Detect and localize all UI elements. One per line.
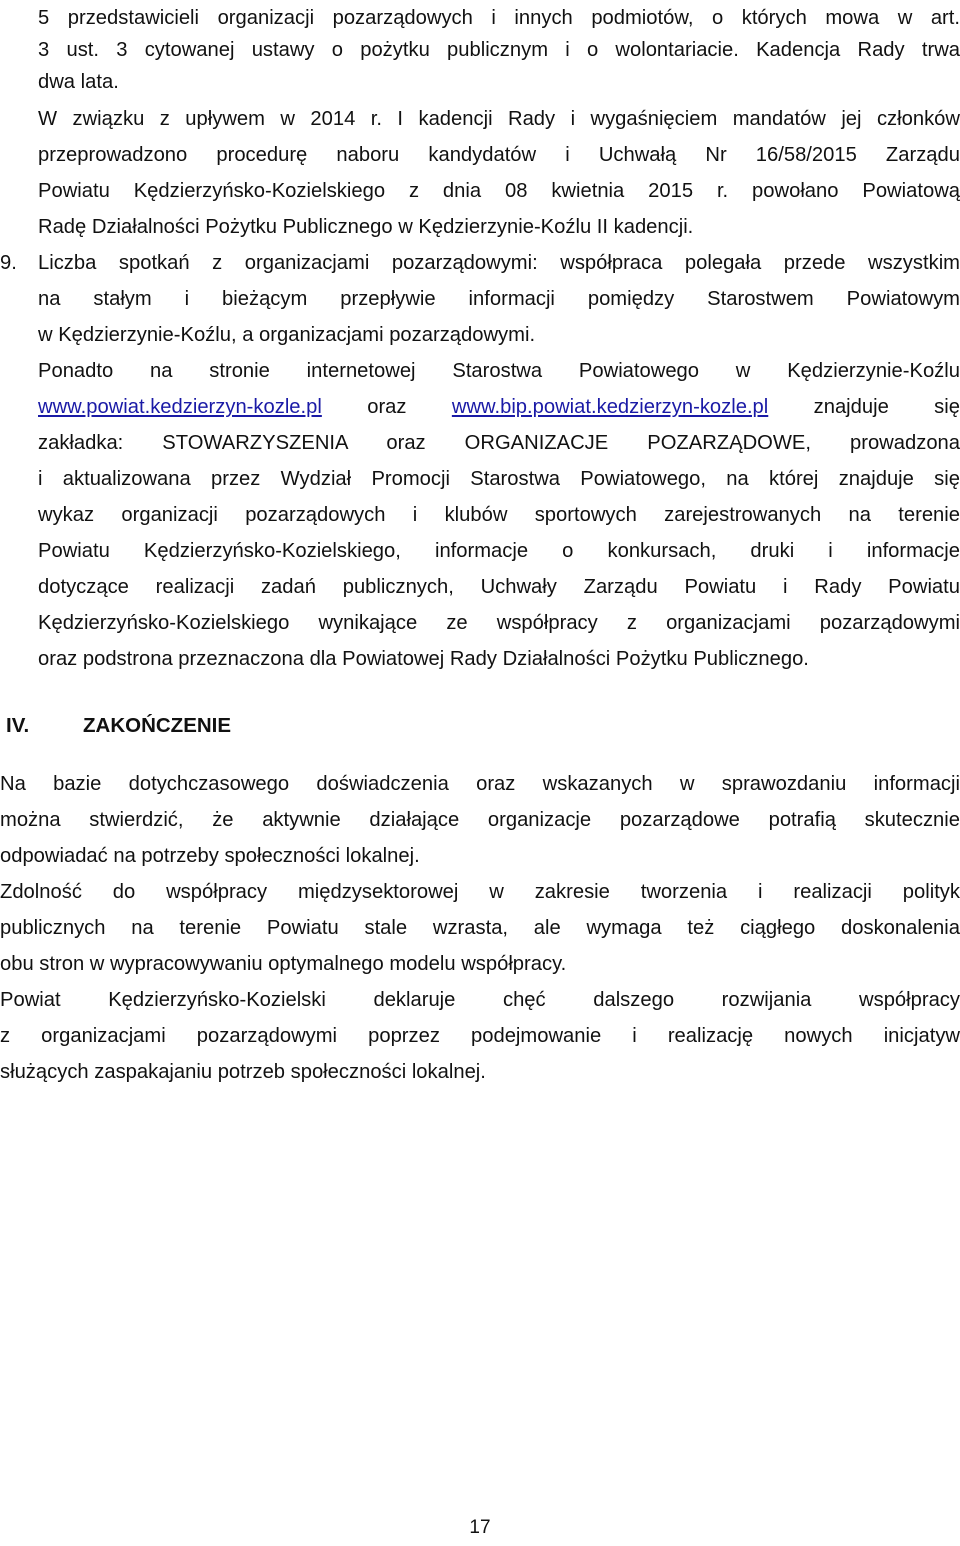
section-numeral: IV. [6, 714, 30, 737]
text-line: Radę Działalności Pożytku Publicznego w Kędzierzynie-Koźlu II kadencji. [38, 216, 694, 238]
text-line: 3 ust. 3 cytowanej ustawy o pożytku publicznym i o wolontariacie. Kadencja Rady trwa [38, 39, 960, 61]
text-line: i aktualizowana przez Wydział Promocji Starostwa Powiatowego, na której znajduje się [38, 468, 960, 490]
text-line: odpowiadać na potrzeby społeczności lokalnej. [0, 845, 420, 867]
page-number: 17 [469, 1517, 491, 1538]
section-title: ZAKOŃCZENIE [83, 714, 232, 737]
text-line: służących zaspakajaniu potrzeb społeczności lokalnej. [0, 1061, 486, 1083]
item-number: 9. [0, 252, 17, 274]
text-line: przeprowadzono procedurę naboru kandydatów i Uchwałą Nr 16/58/2015 Zarządu [38, 144, 960, 166]
links-trailing-text: znajduje się [813, 396, 960, 418]
links-line [38, 389, 960, 425]
text-line: wykaz organizacji pozarządowych i klubów sportowych zarejestrowanych na terenie [38, 504, 960, 526]
text-line: Ponadto na stronie internetowej Starostwa Powiatowego w Kędzierzynie-Koźlu [38, 360, 960, 382]
text-line: Powiat Kędzierzyńsko-Kozielski deklaruje chęć dalszego rozwijania współpracy [0, 989, 960, 1011]
text-line: z organizacjami pozarządowymi poprzez podejmowanie i realizację nowych inicjatyw [0, 1025, 960, 1047]
text-line: Powiatu Kędzierzyńsko-Kozielskiego, informacje o konkursach, druki i informacje [38, 540, 960, 562]
text-line: można stwierdzić, że aktywnie działające organizacje pozarządowe potrafią skutecznie [0, 809, 960, 831]
text-line: 5 przedstawicieli organizacji pozarządowych i innych podmiotów, o których mowa w art. [38, 7, 960, 29]
text-line: Kędzierzyńsko-Kozielskiego wynikające ze współpracy z organizacjami pozarządowymi [38, 612, 960, 634]
text-line: W związku z upływem w 2014 r. I kadencji Rady i wygaśnięciem mandatów jej członków [38, 108, 960, 130]
text-line: Liczba spotkań z organizacjami pozarządowymi: współpraca polegała przede wszystkim [38, 252, 960, 274]
oraz-word: oraz [367, 396, 407, 418]
text-line: w Kędzierzynie-Koźlu, a organizacjami pozarządowymi. [38, 324, 536, 346]
link-powiat-website[interactable]: www.powiat.kedzierzyn-kozle.pl [38, 396, 322, 418]
text-line: dotyczące realizacji zadań publicznych, Uchwały Zarządu Powiatu i Rady Powiatu [38, 576, 960, 598]
text-line: obu stron w wypracowywaniu optymalnego modelu współpracy. [0, 953, 567, 975]
link-bip-website[interactable]: www.bip.powiat.kedzierzyn-kozle.pl [451, 396, 769, 418]
text-line: zakładka: STOWARZYSZENIA oraz ORGANIZACJE POZARZĄDOWE, prowadzona [38, 432, 960, 454]
text-line: Zdolność do współpracy międzysektorowej w zakresie tworzenia i realizacji polityk [0, 881, 960, 903]
text-line: Na bazie dotychczasowego doświadczenia oraz wskazanych w sprawozdaniu informacji [0, 773, 960, 795]
text-line: Powiatu Kędzierzyńsko-Kozielskiego z dnia 08 kwietnia 2015 r. powołano Powiatową [38, 180, 960, 202]
text-line: na stałym i bieżącym przepływie informacji pomiędzy Starostwem Powiatowym [38, 288, 960, 310]
text-line: oraz podstrona przeznaczona dla Powiatowej Rady Działalności Pożytku Publicznego. [38, 648, 809, 670]
text-line: publicznych na terenie Powiatu stale wzrasta, ale wymaga też ciągłego doskonalenia [0, 917, 960, 939]
text-line: dwa lata. [38, 71, 119, 93]
